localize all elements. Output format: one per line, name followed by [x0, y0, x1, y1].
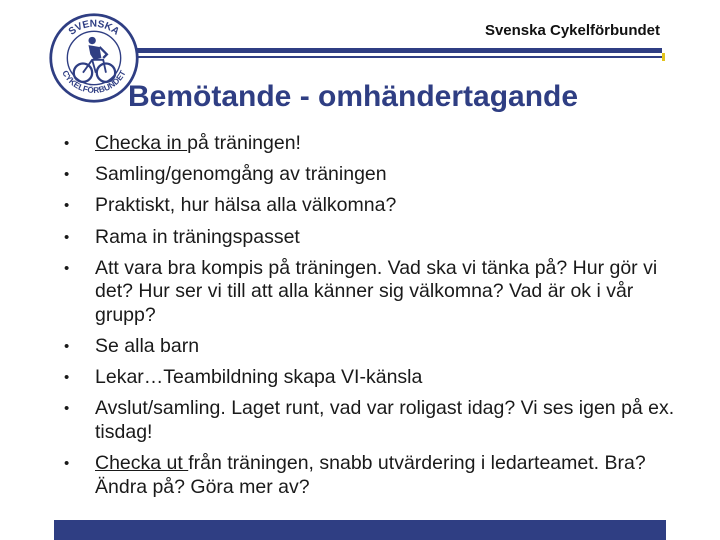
- header-rule: [122, 48, 662, 53]
- bullet-item: [64, 397, 684, 444]
- org-name: Svenska Cykelförbundet: [484, 22, 660, 39]
- bullet-item: [64, 132, 684, 156]
- bullet-item: [64, 226, 684, 250]
- bullet-dot: •: [64, 135, 70, 152]
- bullet-item: [64, 194, 684, 218]
- bullet-text: Rama in träningspasset: [95, 225, 300, 248]
- bullet-dot: •: [64, 455, 70, 472]
- bullet-dot: •: [64, 369, 70, 387]
- bullet-underlined-text: Checka ut: [95, 452, 189, 474]
- cyclist-logo-icon: [48, 12, 140, 104]
- bullet-list: [64, 132, 684, 507]
- bullet-item: [64, 257, 684, 328]
- header-rule-thin: [122, 56, 662, 58]
- footer-rule: [54, 520, 666, 540]
- bullet-text: på träningen!: [187, 132, 301, 154]
- bullet-text: Lekar…Teambildning skapa VI-känsla: [95, 366, 423, 389]
- page-title: Bemötande - omhändertagande: [128, 80, 579, 113]
- bullet-dot: •: [64, 259, 70, 277]
- header-rule-accent: [662, 53, 665, 61]
- bullet-text: från träningen, snabb utvärdering i ledarteamet. Bra? Ändra på? Göra mer av?: [95, 452, 646, 498]
- bullet-text: Avslut/samling. Laget runt, vad var roligast idag? Vi ses igen på ex. tisdag!: [95, 397, 675, 443]
- bullet-item: [64, 366, 684, 390]
- bullet-dot: •: [64, 337, 70, 355]
- bullet-item: [64, 452, 684, 499]
- logo-text-bottom: CYKELFÖRBUNDET: [60, 69, 128, 96]
- bullet-item: [64, 335, 684, 359]
- bullet-dot: •: [64, 400, 70, 418]
- bullet-dot: •: [64, 166, 70, 184]
- bullet-text: Att vara bra kompis på träningen. Vad ska vi tänka på? Hur gör vi det? Hur ser vi till att alla känner sig välkomna? Vad är ok i vår grupp?: [95, 256, 658, 326]
- logo-text-top: SVENSKA: [66, 18, 122, 38]
- bullet-underlined-text: Checka in: [95, 132, 188, 154]
- bullet-text: Praktiskt, hur hälsa alla välkomna?: [95, 194, 397, 217]
- bullet-dot: •: [64, 228, 70, 246]
- bullet-item: [64, 163, 684, 187]
- bullet-text: Samling/genomgång av träningen: [95, 163, 387, 186]
- bullet-text: Se alla barn: [95, 334, 200, 357]
- bullet-dot: •: [64, 197, 70, 215]
